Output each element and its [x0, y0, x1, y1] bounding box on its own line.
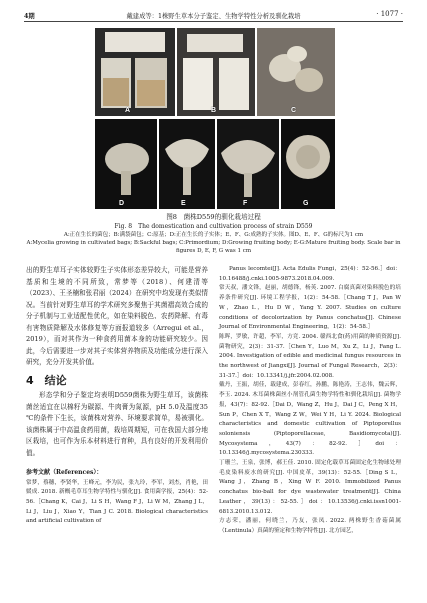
panel-b-photo — [177, 28, 255, 116]
references-heading: 参考文献（References）： — [26, 469, 103, 476]
right-column — [219, 265, 401, 537]
discussion-paragraph: 出的野生草耳子实体较野生子实体形态差异较大，可能是营养基质和生境的不同所致，常梦等（2018）、何建清等（2023）、王圣楠和张君丽（2024）在研究中均发现有类似情况。当前针对野生草耳的学术研究多聚焦于其菌褶高效合成的分子机制与工业适配性优化，如在染料脱色、农药降解、有毒有害物质降解及水体修复等方面报道较多（Arregui et al.，2019），而对其作为一种食药用菌本身的功能研究较少。因此，今后需要进一步对其子实体营养物质及功能成分进行深入研究，充分开发其价值。 — [26, 266, 208, 366]
reference-list-right — [219, 265, 401, 537]
figure-legend-cn: A:正在生长的菌包；B:满袋菌包；C:原基；D:正在生长的子实体；E、F、G:成熟的子实体。图D、E、F、G的标尺为1 cm — [63, 232, 364, 238]
figure-8 — [95, 28, 335, 211]
reference-list-left — [26, 479, 208, 528]
panel-label-b: B — [211, 107, 217, 114]
reference-item: 方志荣，潘丽，何晓兰，乃友，张凤. 2022. 两株野生香菇菌属（Lentinula）真菌的鉴定和生物学特性[J]. 北方园艺， — [219, 518, 401, 534]
issue-number: 4期 — [24, 13, 35, 20]
reference-item: 丁珊兰，王泉，张博，郝王佳. 2010. 固定化载草耳菌固定化生物球处理毛皮染料废水的研究[J]. 中国皮革，39(13)：52-55.［Ding S L，Wang J，Zhang B，Xing W F. 2010. Immobilized Panus conchatus bio-ball for dye wastewater treatment[J]. China Leather，39(13)：52-55.］doi：10.13536/j.cnki.issn1001-6813.2010.13.012. — [219, 460, 401, 515]
conclusion-paragraph: 形态学和分子鉴定均表明D559菌株为野生草耳，该菌株菌丝适宜在以棉籽为碳源、牛肉膏为氮源，pH 5.0及温度35 ℃的条件下生长，该菌株对营养、环境要求简单，易被驯化。该菌株属于中高温食药用菌，栽培周期短，可在我国大部分地区栽培，也可作为乐本材料进行育种，具有良好的开发利用价值。 — [26, 391, 208, 457]
panel-a-photo — [95, 28, 175, 116]
panel-c-photo — [257, 28, 335, 116]
panel-label-d: D — [119, 200, 125, 207]
section-heading-conclusion: 4 结论 — [26, 373, 67, 387]
running-title: 戴建成等：1株野生草本分子鉴定、生物学特性分析及驯化栽培 — [126, 13, 301, 20]
reference-item: 常梦，蔡穗，李贤华，王峰元，李为民，张九玲，李军，刘杰，肖艳，田媛成. 2018. 新概毛草耳生物学特性与驯化[J]. 食用菌学报，25(4)：52-56.［Chang K，Cai J，Li S H，Wang F J，Li W M，Zhang J L，Li J，Liu J，Xiao Y，Tian J C. 2018. Biological characteristics and artificial cultivation of — [26, 479, 208, 525]
reference-item: 戴丹，王振，胡佳，载建成，彭春红，孙鹏，陈艳涛，王志伟，魏云辉，李玉. 2024. 木耳菌株菌丝小剂管孔菌生物学特性和驯化栽培[J]. 菌物学报，43(7)：82-92.［Dai D，Wang Z，Hu J，Dai J C，Peng X H，Sun P，Chen X T，Wang Z W，Wei Y H，Li Y. 2024. Biological characteristics and domestic cultivation of Piptoporellus soloniensis (Piptoporellaceae, Basidiomycota)[J]. Mycosystema，43(7)：82-92.］doi：10.13346/j.mycosystema.230333. — [219, 382, 401, 457]
reference-item: 常天叔，潘文锋，赵丽，胡德锋，杨英. 2007. 白腐真菌对染料脱色的培养条件研究[J]. 环境工程学报，1(2)：54-58.［Chang T J，Pan W W，Zhao L，Hu D W，Yang Y. 2007. Studies on culture conditions of decolorization by Panus conchatus[J]. Chinese Journal of Environmental Engineering，1(2)：54-58.］ — [219, 285, 401, 331]
panel-label-f: F — [243, 200, 248, 207]
panel-d-photo — [95, 119, 157, 209]
figure-caption-en: Fig. 8 The domestication and cultivation process of strain D559 — [114, 223, 313, 230]
reference-item: Panus lecomtei[J]. Acta Edulis Fungi，25(4)：52-56.］doi：10.16488/j.cnki.1005-9873.2018.04.009. — [219, 266, 401, 282]
figure-caption-cn: 图8 菌株D559的驯化栽培过程 — [166, 213, 261, 221]
page-number: · 1077 · — [376, 10, 403, 18]
running-header — [24, 9, 403, 22]
panel-g-photo — [281, 119, 335, 209]
panel-label-c: C — [291, 107, 297, 114]
left-column — [26, 265, 208, 527]
panel-label-a: A — [125, 107, 131, 114]
reference-item: 陈晖，罗敏，许超，李军，方竞. 2004. 赣西北食(药)用菌的种质资源[J]. 菌物研究，2(3)：31-37.［Chen Y，Luo M，Xu Z，Li J，Fang L. 2004. Investigation of edible and medicinal fungus resources in the northwest of Jiangxi[J]. Journal of Fungal Research，2(3)：31-37.］doi：10.13341/j.jfr.2004.02.008. — [219, 333, 401, 379]
panel-f-photo — [217, 119, 279, 209]
panel-label-e: E — [181, 200, 186, 207]
panel-e-photo — [159, 119, 215, 209]
panel-label-g: G — [303, 200, 309, 207]
figure-legend-en: A:Mycelia growing in cultivated bags; B:Sackful bags; C:Primordium; D:Growing fruiting body; E-G:Mature fruiting body. Scale bar in figures D, E, F, G was 1 cm — [26, 240, 401, 254]
figure-legend — [26, 231, 401, 255]
